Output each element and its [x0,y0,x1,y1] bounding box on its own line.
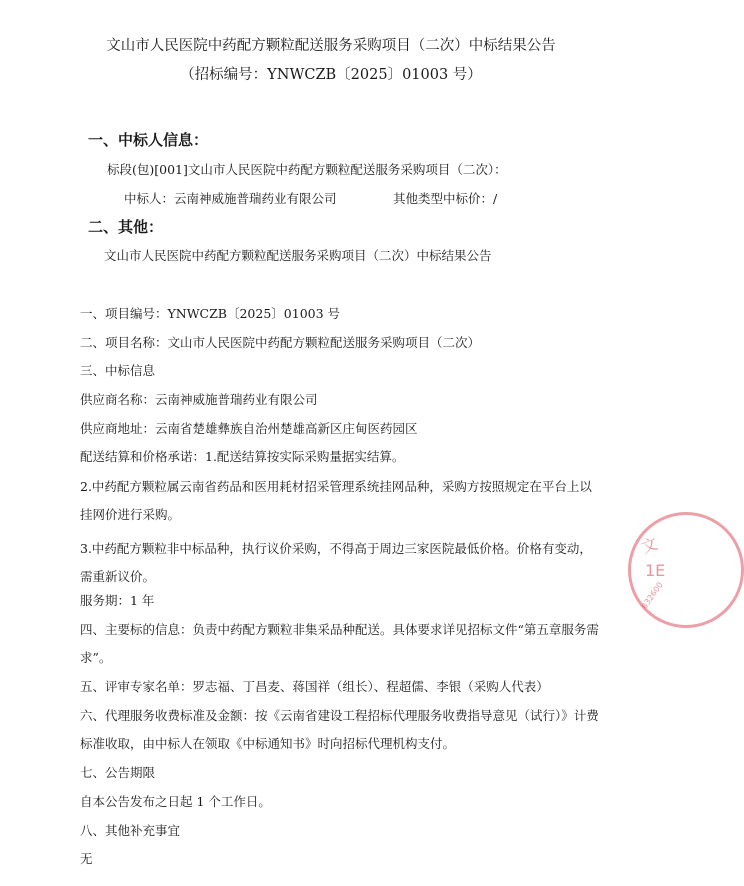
lot-description: 标段(包)[001]文山市人民医院中药配方颗粒配送服务采购项目（二次）： [107,162,507,177]
price-label: 其他类型中标价： [393,191,494,206]
seal-code: 832600 [639,580,665,611]
project-number: 一、项目编号：YNWCZB〔2025〕01003 号 [80,306,341,321]
seal-number: 1E [645,561,666,580]
announcement-subtitle: 文山市人民医院中药配方颗粒配送服务采购项目（二次）中标结果公告 [104,248,492,263]
agency-fee: 六、代理服务收费标准及金额：按《云南省建设工程招标代理服务收费指导意见（试行）》计费标准收取，由中标人在领取《中标通知书》时向招标代理机构支付。 [80,708,599,751]
price-row [393,190,497,208]
tender-number: （招标编号：YNWCZB〔2025〕01003 号） [180,67,482,83]
main-subject-info: 四、主要标的信息：负责中药配方颗粒非集采品种配送。具体要求详见招标文件“第五章服务需求”。 [80,622,599,665]
service-period: 服务期：1 年 [80,593,155,608]
document-title: 文山市人民医院中药配方颗粒配送服务采购项目（二次）中标结果公告 [106,38,556,54]
winner-label: 中标人： [124,191,175,206]
supplier-address: 供应商地址：云南省楚雄彝族自治州楚雄高新区庄甸医药园区 [80,421,418,436]
item-2: 2.中药配方颗粒属云南省药品和医用耗材招采管理系统挂网品种，采购方按照规定在平台上以挂网价进行采购。 [80,479,592,522]
section-winner-heading: 一、中标人信息： [88,131,209,149]
bid-info-heading: 三、中标信息 [80,363,156,378]
supplier-name: 供应商名称：云南神威施普瑞药业有限公司 [80,392,318,407]
item-3: 3.中药配方颗粒非中标品种，执行议价采购，不得高于周边三家医院最低价格。价格有变动，需重新议价。 [80,541,592,584]
winner-row [124,190,337,208]
official-seal [628,512,744,628]
settlement-promise: 配送结算和价格承诺：1.配送结算按实际采购量据实结算。 [80,449,405,464]
project-name: 二、项目名称：文山市人民医院中药配方颗粒配送服务采购项目（二次） [80,335,481,350]
section-other-heading: 二、其他： [88,218,164,236]
price-value: / [493,191,498,206]
notice-period-heading: 七、公告期限 [80,765,156,780]
winner-value: 云南神威施普瑞药业有限公司 [174,191,337,206]
seal-char: 文 [638,533,661,558]
other-matters-value: 无 [80,851,93,866]
other-matters-heading: 八、其他补充事宜 [80,823,181,838]
notice-period: 自本公告发布之日起 1 个工作日。 [80,794,271,809]
expert-list: 五、评审专家名单：罗志福、丁昌麦、蒋国祥（组长）、程超儒、李银（采购人代表） [80,679,549,694]
